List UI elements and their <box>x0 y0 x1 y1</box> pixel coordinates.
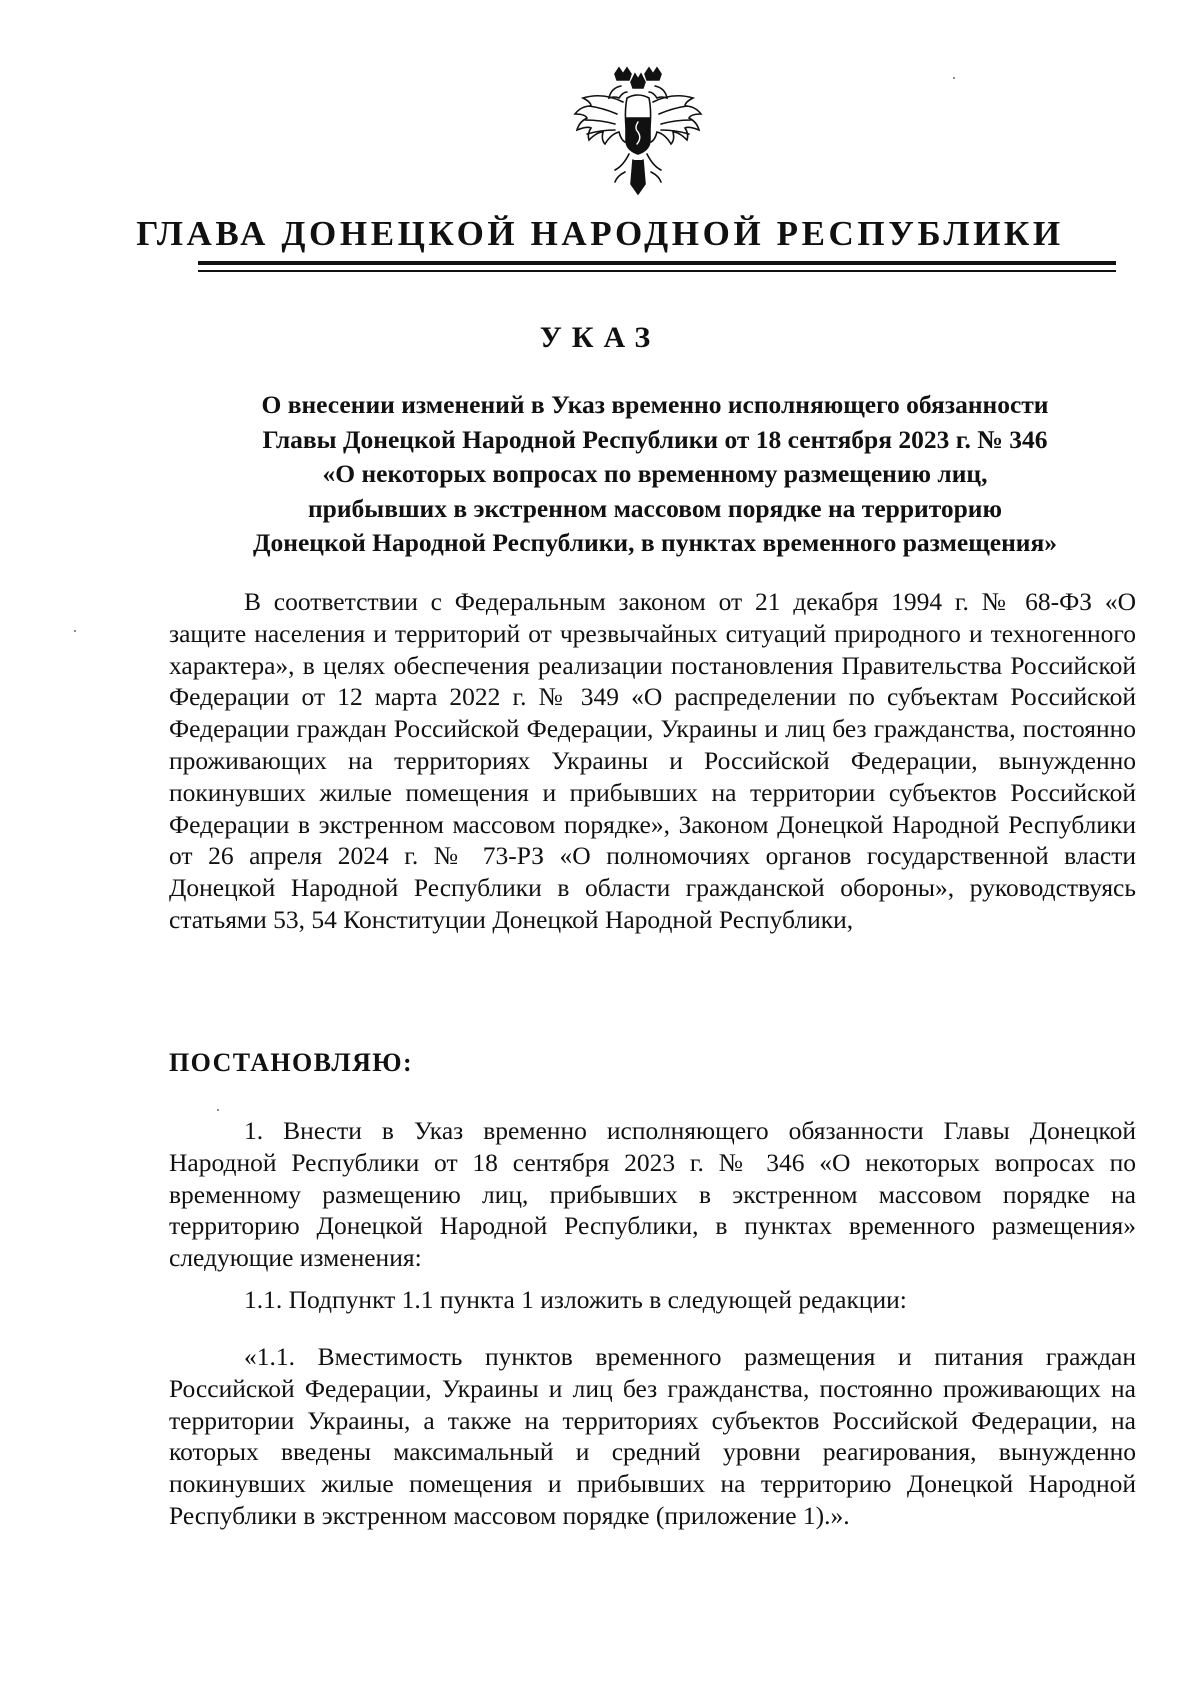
title-line: О внесении изменений в Указ временно исполняющего обязанности <box>261 390 1049 419</box>
paragraph-1-1-new-text: «1.1. Вместимость пунктов временного размещения и питания граждан Российской Федерации, Украины и лиц без гражданства, постоянно проживающих на территории Украины, а также на территориях субъектов Российской Федерации, на которых введены максимальный и средний уровни реагирования, вынужденно покинувших жилые помещения и прибывших на территорию Донецкой Народной Республики в экстренном массовом порядке (приложение 1).». <box>169 1342 1136 1530</box>
title-line: прибывших в экстренном массовом порядке на территорию <box>307 493 1002 523</box>
decree-heading: ПОСТАНОВЛЯЮ: <box>169 1048 414 1077</box>
scan-speck <box>74 630 76 632</box>
title-line: Главы Донецкой Народной Республики от 18 сентября 2023 г. № 346 <box>262 424 1048 454</box>
header-rule-thin <box>198 270 1116 272</box>
preamble-paragraph: В соответствии с Федеральным законом от 21 декабря 1994 г. № 68-ФЗ «О защите населения и территорий от чрезвычайных ситуаций природного и техногенного характера», в целях обеспечения реализации постановления Правительства Российской Федерации от 12 марта 2022 г. № 349 «О распределении по субъектам Российской Федерации граждан Российской Федерации, Украины и лиц без гражданства, постоянно проживающих на территориях Украины и Российской Федерации, вынужденно покинувших жилые помещения и прибывших на территории субъектов Российской Федерации в экстренном массовом порядке», Законом Донецкой Народной Республики от 26 апреля 2024 г. № 73-РЗ «О полномочиях органов государственной власти Донецкой Народной Республики в области гражданской обороны», руководствуясь статьями 53, 54 Конституции Донецкой Народной Республики, <box>169 587 1136 934</box>
document-type: УКАЗ <box>539 321 661 354</box>
paragraph-1-1: 1.1. Подпункт 1.1 пункта 1 изложить в следующей редакции: <box>244 1285 907 1314</box>
dpr-coat-of-arms-icon <box>563 62 713 212</box>
issuing-authority: ГЛАВА ДОНЕЦКОЙ НАРОДНОЙ РЕСПУБЛИКИ <box>136 214 1064 253</box>
scan-speck <box>217 1109 219 1111</box>
document-title <box>190 388 1120 561</box>
header-rule-thick <box>198 261 1116 265</box>
title-line: Донецкой Народной Республики, в пунктах временного размещения» <box>252 528 1058 557</box>
scan-speck <box>953 77 955 79</box>
paragraph-1: 1. Внести в Указ временно исполняющего обязанности Главы Донецкой Народной Республики от 18 сентября 2023 г. № 346 «О некоторых вопросах по временному размещению лиц, прибывших в экстренном массовом порядке на территорию Донецкой Народной Республики, в пунктах временного размещения» следующие изменения: <box>169 1116 1136 1273</box>
title-line: «О некоторых вопросах по временному размещению лиц, <box>322 459 988 488</box>
